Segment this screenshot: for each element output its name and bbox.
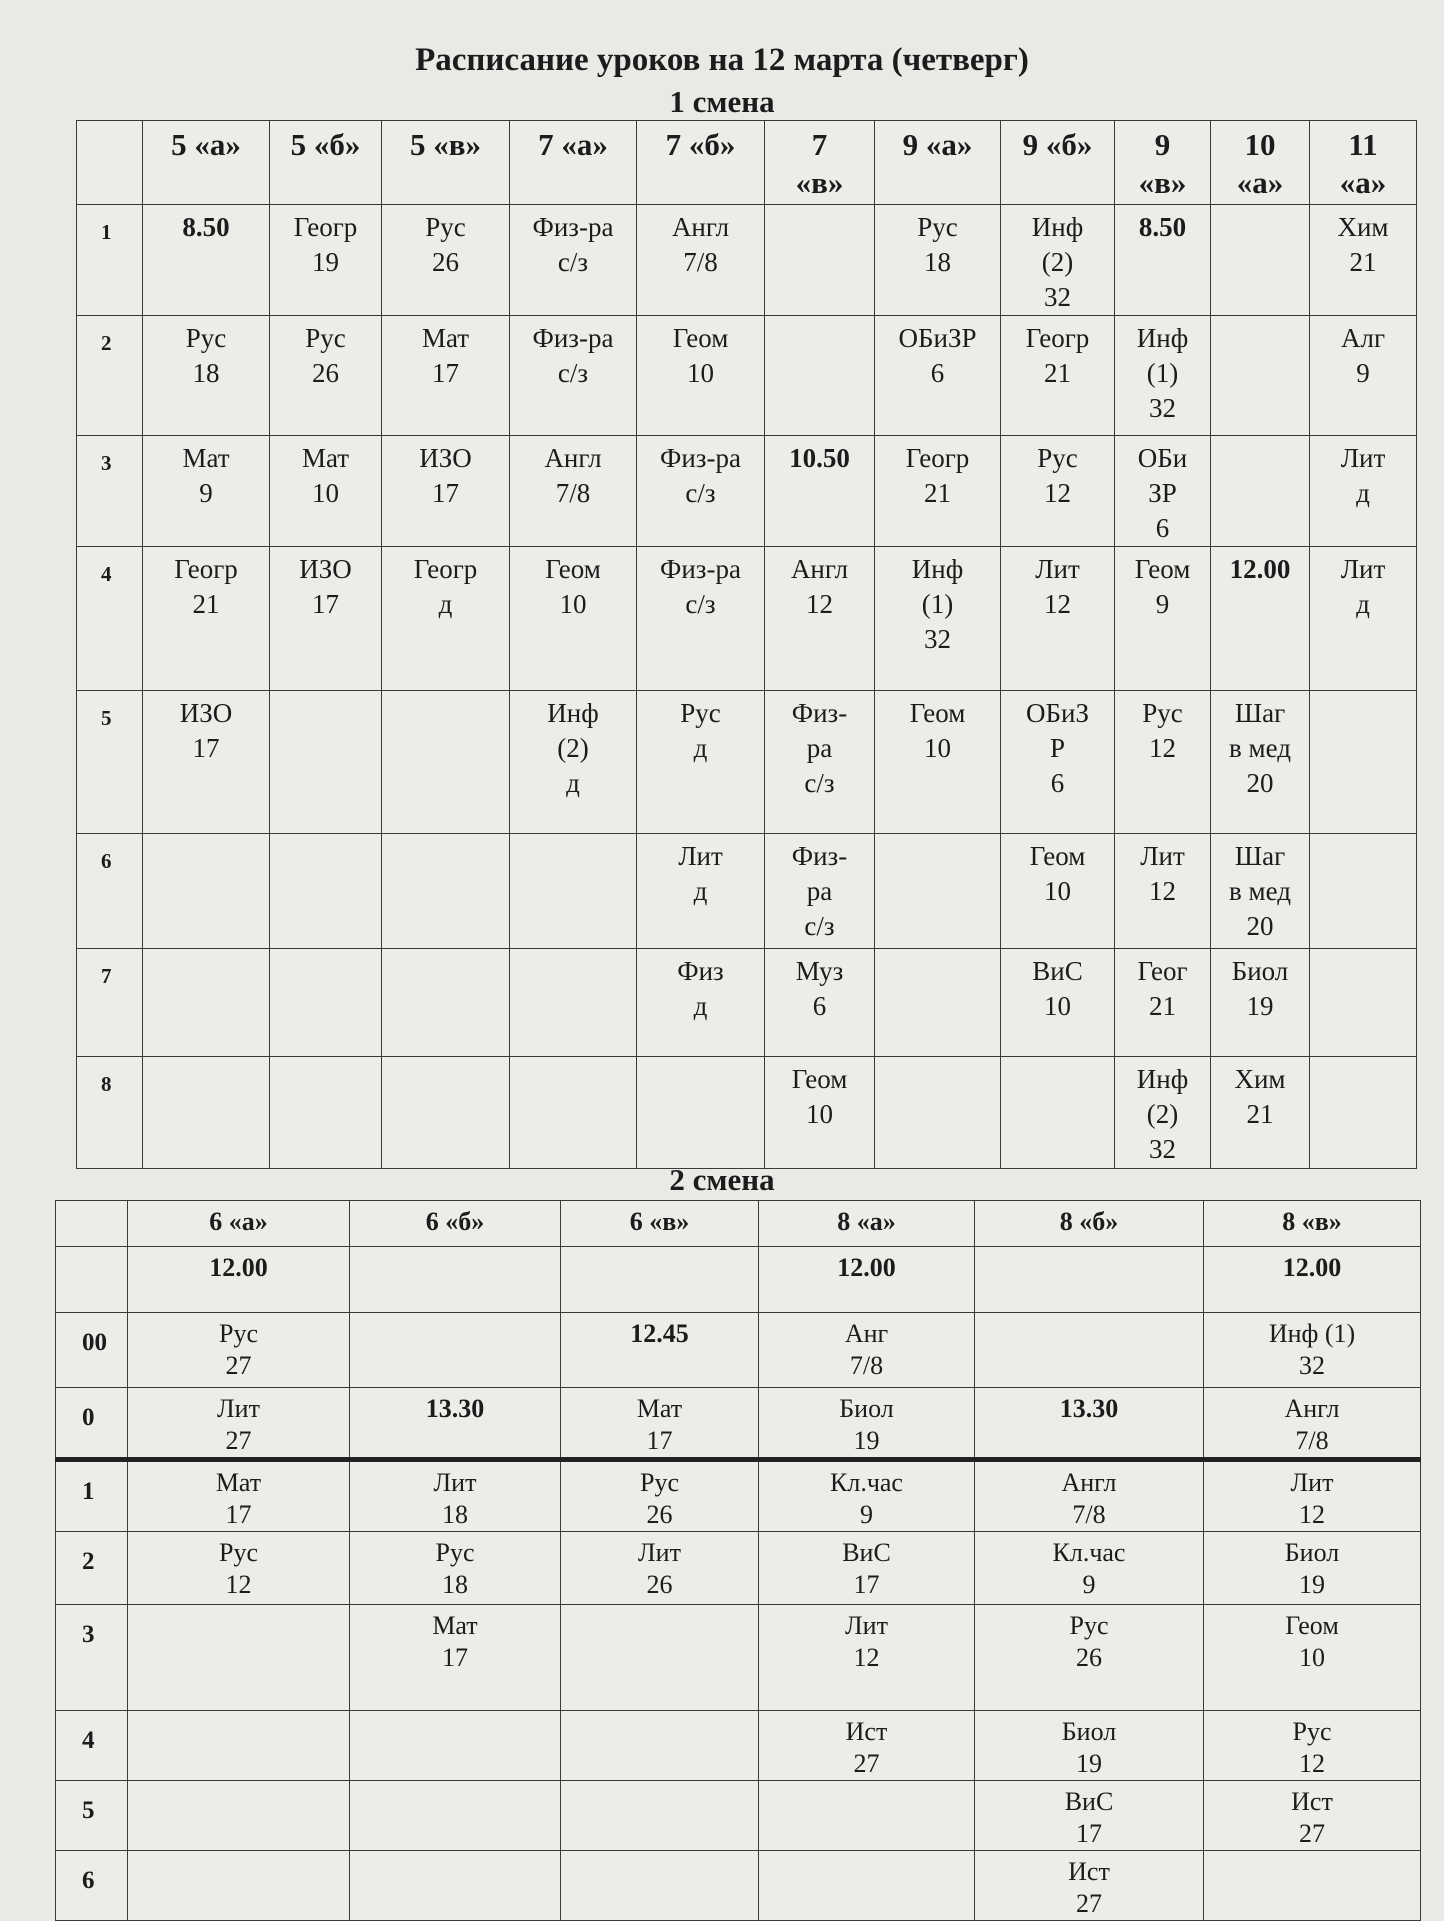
lesson-cell: Ист 27 xyxy=(1204,1781,1421,1851)
lesson-cell: Геогр 19 xyxy=(270,205,382,316)
lesson-number: 1 xyxy=(56,1460,128,1532)
lesson-cell xyxy=(759,1781,975,1851)
lesson-cell: Лит 12 xyxy=(759,1605,975,1711)
lesson-cell: Англ 7/8 xyxy=(975,1460,1204,1532)
lesson-cell: Рус 12 xyxy=(1115,691,1211,834)
lesson-cell: Рус 12 xyxy=(1204,1711,1421,1781)
lesson-row xyxy=(56,1247,1421,1313)
lesson-cell xyxy=(1204,1851,1421,1921)
lesson-cell: Рус 12 xyxy=(128,1532,350,1605)
lesson-row xyxy=(77,1057,1417,1169)
class-header: 6 «в» xyxy=(561,1201,759,1247)
lesson-cell: Лит 27 xyxy=(128,1388,350,1460)
lesson-cell: ОБи ЗР 6 xyxy=(1115,436,1211,547)
lesson-cell: Кл.час 9 xyxy=(759,1460,975,1532)
lesson-cell: Геогр д xyxy=(382,547,510,691)
lesson-number: 4 xyxy=(56,1711,128,1781)
lesson-cell xyxy=(350,1313,561,1388)
lesson-cell xyxy=(350,1851,561,1921)
lesson-cell: Инф (1) 32 xyxy=(1115,316,1211,436)
lesson-number: 5 xyxy=(56,1781,128,1851)
lesson-number xyxy=(56,1247,128,1313)
lesson-cell: Мат 17 xyxy=(561,1388,759,1460)
lesson-cell: Биол 19 xyxy=(1211,949,1310,1057)
lesson-cell: ИЗО 17 xyxy=(382,436,510,547)
class-header: 9 «а» xyxy=(875,121,1001,205)
lesson-cell xyxy=(637,1057,765,1169)
lesson-cell: Лит 12 xyxy=(1001,547,1115,691)
lesson-cell: Физ-ра с/з xyxy=(510,316,637,436)
lesson-cell: Шаг в мед 20 xyxy=(1211,691,1310,834)
lesson-cell: Рус 26 xyxy=(382,205,510,316)
lesson-cell xyxy=(128,1781,350,1851)
lesson-cell: Лит 12 xyxy=(1115,834,1211,949)
lesson-row xyxy=(77,205,1417,316)
lesson-cell: 8.50 xyxy=(143,205,270,316)
class-header: 7 «а» xyxy=(510,121,637,205)
lesson-cell: Англ 7/8 xyxy=(1204,1388,1421,1460)
lesson-row xyxy=(77,691,1417,834)
lesson-number: 4 xyxy=(77,547,143,691)
class-header: 6 «б» xyxy=(350,1201,561,1247)
lesson-cell xyxy=(270,834,382,949)
lesson-cell: Лит 26 xyxy=(561,1532,759,1605)
lesson-cell: Анг 7/8 xyxy=(759,1313,975,1388)
class-header: 7 «в» xyxy=(765,121,875,205)
lesson-cell xyxy=(143,949,270,1057)
lesson-number: 2 xyxy=(56,1532,128,1605)
lesson-cell: Англ 12 xyxy=(765,547,875,691)
lesson-cell: Физ- ра с/з xyxy=(765,834,875,949)
lesson-cell xyxy=(561,1247,759,1313)
class-header: 5 «а» xyxy=(143,121,270,205)
class-header: 7 «б» xyxy=(637,121,765,205)
lesson-cell: 12.00 xyxy=(759,1247,975,1313)
lesson-cell xyxy=(759,1851,975,1921)
lesson-row xyxy=(77,547,1417,691)
lesson-cell: ИЗО 17 xyxy=(143,691,270,834)
lesson-cell: Хим 21 xyxy=(1211,1057,1310,1169)
lesson-cell: ВиС 10 xyxy=(1001,949,1115,1057)
lesson-cell: Геом 10 xyxy=(765,1057,875,1169)
lesson-cell: Рус 18 xyxy=(143,316,270,436)
lesson-cell: Инф (2) 32 xyxy=(1115,1057,1211,1169)
lesson-cell: Лит д xyxy=(1310,436,1417,547)
lesson-cell xyxy=(1211,436,1310,547)
lesson-cell: Муз 6 xyxy=(765,949,875,1057)
lesson-cell xyxy=(875,1057,1001,1169)
lesson-cell: 12.00 xyxy=(128,1247,350,1313)
lesson-number: 0 xyxy=(56,1388,128,1460)
shift2-header-row xyxy=(56,1201,1421,1247)
lesson-cell: Рус 12 xyxy=(1001,436,1115,547)
lesson-cell: Мат 10 xyxy=(270,436,382,547)
lesson-number: 3 xyxy=(56,1605,128,1711)
lesson-cell: Физ-ра с/з xyxy=(637,547,765,691)
page-title: Расписание уроков на 12 марта (четверг) xyxy=(415,42,1029,78)
lesson-number: 2 xyxy=(77,316,143,436)
lesson-cell: Рус 26 xyxy=(975,1605,1204,1711)
lesson-cell: Кл.час 9 xyxy=(975,1532,1204,1605)
lesson-cell xyxy=(510,949,637,1057)
lesson-row xyxy=(56,1460,1421,1532)
lesson-cell xyxy=(270,1057,382,1169)
lesson-cell: Шаг в мед 20 xyxy=(1211,834,1310,949)
lesson-cell: Физ-ра с/з xyxy=(510,205,637,316)
lesson-cell: Инф (2) д xyxy=(510,691,637,834)
lesson-number: 00 xyxy=(56,1313,128,1388)
lesson-cell: Мат 17 xyxy=(382,316,510,436)
class-header: 5 «б» xyxy=(270,121,382,205)
lesson-cell: Физ- ра с/з xyxy=(765,691,875,834)
shift1-title: 1 смена xyxy=(669,84,775,119)
lesson-cell: Лит д xyxy=(637,834,765,949)
class-header: 9 «в» xyxy=(1115,121,1211,205)
lesson-cell: Лит 12 xyxy=(1204,1460,1421,1532)
lesson-cell: 10.50 xyxy=(765,436,875,547)
lesson-number: 3 xyxy=(77,436,143,547)
lesson-cell: Геогр 21 xyxy=(143,547,270,691)
lesson-row xyxy=(56,1781,1421,1851)
lesson-cell: Биол 19 xyxy=(759,1388,975,1460)
lesson-number: 8 xyxy=(77,1057,143,1169)
lesson-cell xyxy=(270,949,382,1057)
lesson-cell: Лит д xyxy=(1310,547,1417,691)
lesson-cell xyxy=(561,1605,759,1711)
lesson-cell: Алг 9 xyxy=(1310,316,1417,436)
lesson-cell: Инф (1) 32 xyxy=(875,547,1001,691)
lesson-cell xyxy=(382,691,510,834)
lesson-cell: Биол 19 xyxy=(975,1711,1204,1781)
lesson-cell: Геог 21 xyxy=(1115,949,1211,1057)
lesson-cell xyxy=(1310,834,1417,949)
lesson-cell xyxy=(561,1851,759,1921)
lesson-cell xyxy=(1211,316,1310,436)
lesson-cell: Лит 18 xyxy=(350,1460,561,1532)
lesson-cell: Биол 19 xyxy=(1204,1532,1421,1605)
lesson-cell: Геом 10 xyxy=(637,316,765,436)
lesson-cell: ВиС 17 xyxy=(975,1781,1204,1851)
lesson-cell xyxy=(561,1781,759,1851)
lesson-row xyxy=(77,949,1417,1057)
class-header: 6 «а» xyxy=(128,1201,350,1247)
lesson-cell: 12.00 xyxy=(1211,547,1310,691)
lesson-row xyxy=(56,1605,1421,1711)
lesson-cell: Геом 10 xyxy=(1001,834,1115,949)
lesson-row xyxy=(77,316,1417,436)
lesson-cell: Англ 7/8 xyxy=(637,205,765,316)
lesson-cell xyxy=(350,1711,561,1781)
lesson-cell: Геогр 21 xyxy=(1001,316,1115,436)
class-header: 11 «а» xyxy=(1310,121,1417,205)
lesson-number: 7 xyxy=(77,949,143,1057)
lesson-number: 1 xyxy=(77,205,143,316)
lesson-cell xyxy=(510,834,637,949)
lesson-cell: 12.00 xyxy=(1204,1247,1421,1313)
lesson-cell: Рус 26 xyxy=(561,1460,759,1532)
lesson-cell: Ист 27 xyxy=(759,1711,975,1781)
shift1-header-row xyxy=(77,121,1417,205)
lesson-cell: 13.30 xyxy=(975,1388,1204,1460)
lesson-cell: ИЗО 17 xyxy=(270,547,382,691)
lesson-row xyxy=(56,1313,1421,1388)
shift2-schedule-table xyxy=(55,1200,1421,1921)
class-header: 5 «в» xyxy=(382,121,510,205)
lesson-cell: Рус 26 xyxy=(270,316,382,436)
lesson-row xyxy=(56,1388,1421,1460)
lesson-cell xyxy=(382,1057,510,1169)
lesson-cell xyxy=(1310,949,1417,1057)
lesson-cell: Рус д xyxy=(637,691,765,834)
lesson-number: 6 xyxy=(56,1851,128,1921)
lesson-cell xyxy=(143,1057,270,1169)
lesson-cell xyxy=(143,834,270,949)
lesson-cell: Физ-ра с/з xyxy=(637,436,765,547)
lesson-cell: Рус 27 xyxy=(128,1313,350,1388)
lesson-cell: 13.30 xyxy=(350,1388,561,1460)
lesson-cell xyxy=(561,1711,759,1781)
lesson-cell: Рус 18 xyxy=(350,1532,561,1605)
lesson-cell xyxy=(1310,691,1417,834)
lesson-cell xyxy=(1211,205,1310,316)
class-header: 8 «а» xyxy=(759,1201,975,1247)
lesson-cell xyxy=(350,1781,561,1851)
lesson-cell xyxy=(1001,1057,1115,1169)
lesson-cell: Геогр 21 xyxy=(875,436,1001,547)
lesson-cell: ВиС 17 xyxy=(759,1532,975,1605)
class-header: 9 «б» xyxy=(1001,121,1115,205)
lesson-cell xyxy=(128,1851,350,1921)
lesson-cell: 12.45 xyxy=(561,1313,759,1388)
corner-cell xyxy=(56,1201,128,1247)
lesson-cell xyxy=(1310,1057,1417,1169)
lesson-row xyxy=(77,436,1417,547)
corner-cell xyxy=(77,121,143,205)
lesson-row xyxy=(56,1532,1421,1605)
lesson-number: 5 xyxy=(77,691,143,834)
lesson-cell: Физ д xyxy=(637,949,765,1057)
lesson-cell: Геом 10 xyxy=(510,547,637,691)
lesson-cell xyxy=(975,1247,1204,1313)
shift1-schedule-table xyxy=(76,120,1417,1169)
lesson-cell xyxy=(975,1313,1204,1388)
lesson-cell xyxy=(382,834,510,949)
lesson-cell xyxy=(128,1711,350,1781)
lesson-cell: Англ 7/8 xyxy=(510,436,637,547)
lesson-cell: 8.50 xyxy=(1115,205,1211,316)
lesson-cell: ОБиЗР 6 xyxy=(875,316,1001,436)
lesson-row xyxy=(56,1711,1421,1781)
lesson-cell xyxy=(128,1605,350,1711)
lesson-cell xyxy=(875,949,1001,1057)
lesson-cell: Ист 27 xyxy=(975,1851,1204,1921)
lesson-cell: Геом 9 xyxy=(1115,547,1211,691)
lesson-cell xyxy=(875,834,1001,949)
lesson-cell xyxy=(350,1247,561,1313)
shift2-title: 2 смена xyxy=(669,1162,775,1197)
lesson-cell xyxy=(382,949,510,1057)
lesson-cell: Инф (1) 32 xyxy=(1204,1313,1421,1388)
class-header: 8 «б» xyxy=(975,1201,1204,1247)
lesson-cell: Рус 18 xyxy=(875,205,1001,316)
lesson-cell: ОБиЗ Р 6 xyxy=(1001,691,1115,834)
lesson-cell: Инф (2) 32 xyxy=(1001,205,1115,316)
lesson-cell xyxy=(765,316,875,436)
lesson-cell: Мат 9 xyxy=(143,436,270,547)
lesson-cell xyxy=(510,1057,637,1169)
lesson-cell: Хим 21 xyxy=(1310,205,1417,316)
class-header: 10 «а» xyxy=(1211,121,1310,205)
lesson-row xyxy=(77,834,1417,949)
class-header: 8 «в» xyxy=(1204,1201,1421,1247)
lesson-cell: Геом 10 xyxy=(875,691,1001,834)
lesson-cell: Мат 17 xyxy=(350,1605,561,1711)
lesson-cell xyxy=(270,691,382,834)
lesson-cell: Геом 10 xyxy=(1204,1605,1421,1711)
lesson-row xyxy=(56,1851,1421,1921)
lesson-cell: Мат 17 xyxy=(128,1460,350,1532)
lesson-number: 6 xyxy=(77,834,143,949)
lesson-cell xyxy=(765,205,875,316)
